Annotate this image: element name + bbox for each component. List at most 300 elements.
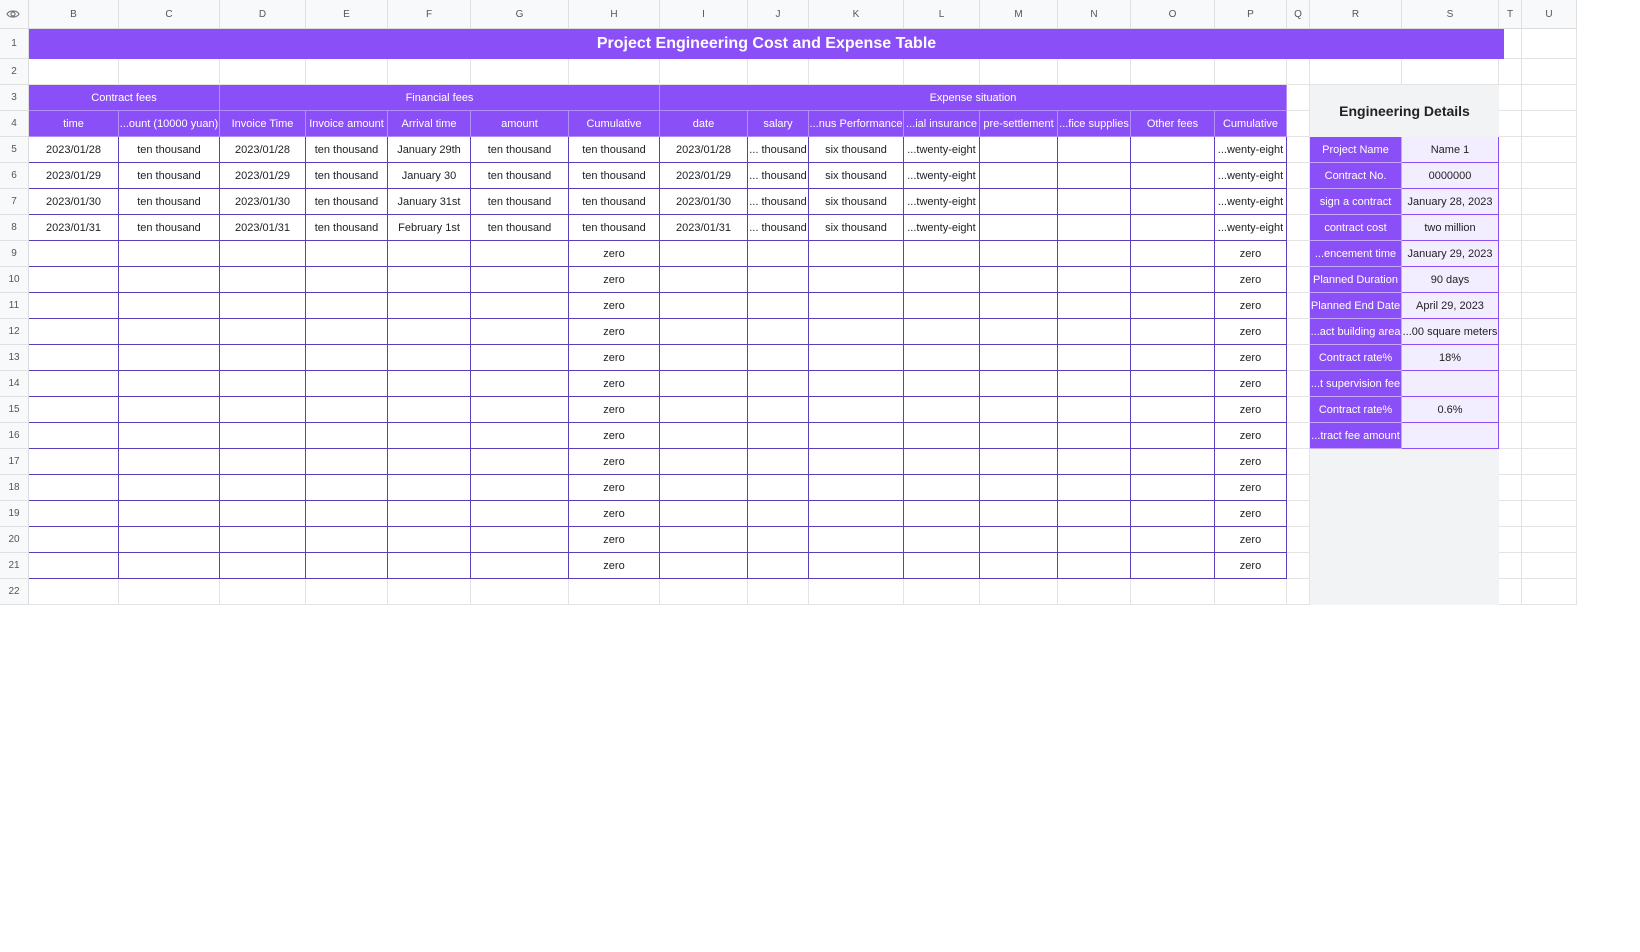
row-header-8[interactable]: 8 — [0, 215, 29, 241]
table-cell[interactable]: ... thousand — [748, 163, 809, 189]
table-cell[interactable]: 2023/01/31 — [29, 215, 119, 241]
detail-value[interactable]: January 28, 2023 — [1402, 189, 1499, 215]
grid-cell[interactable] — [1287, 85, 1310, 111]
empty-cell[interactable] — [748, 241, 809, 267]
empty-cell[interactable] — [119, 475, 220, 501]
empty-cell[interactable] — [904, 319, 980, 345]
table-cell[interactable] — [1131, 163, 1215, 189]
empty-cell[interactable]: zero — [1215, 449, 1287, 475]
column-header-l[interactable]: L — [904, 0, 980, 29]
empty-cell[interactable] — [471, 241, 569, 267]
column-header-o[interactable]: O — [1131, 0, 1215, 29]
column-header-c[interactable]: C — [119, 0, 220, 29]
empty-cell[interactable] — [1058, 527, 1131, 553]
empty-cell[interactable]: zero — [1215, 397, 1287, 423]
empty-cell[interactable] — [220, 319, 306, 345]
column-header-p[interactable]: P — [1215, 0, 1287, 29]
grid-cell[interactable] — [1287, 397, 1310, 423]
grid-cell[interactable] — [1522, 241, 1577, 267]
empty-cell[interactable] — [980, 293, 1058, 319]
grid-cell[interactable] — [1215, 59, 1287, 85]
table-cell[interactable]: 2023/01/29 — [29, 163, 119, 189]
grid-cell[interactable] — [1287, 137, 1310, 163]
table-cell[interactable] — [1058, 215, 1131, 241]
table-column-header[interactable]: Other fees — [1131, 111, 1215, 137]
empty-cell[interactable] — [306, 319, 388, 345]
grid-cell[interactable] — [1215, 579, 1287, 605]
column-header-u[interactable]: U — [1522, 0, 1577, 29]
table-cell[interactable]: ten thousand — [306, 189, 388, 215]
grid-cell[interactable] — [1287, 475, 1310, 501]
empty-cell[interactable] — [29, 527, 119, 553]
empty-cell[interactable] — [748, 293, 809, 319]
grid-cell[interactable] — [1522, 267, 1577, 293]
empty-cell[interactable] — [809, 345, 904, 371]
table-cell[interactable]: 2023/01/28 — [220, 137, 306, 163]
grid-cell[interactable] — [1522, 371, 1577, 397]
empty-cell[interactable] — [220, 241, 306, 267]
empty-cell[interactable] — [980, 371, 1058, 397]
empty-cell[interactable] — [809, 241, 904, 267]
empty-cell[interactable]: zero — [569, 345, 660, 371]
empty-cell[interactable] — [980, 241, 1058, 267]
row-header-10[interactable]: 10 — [0, 267, 29, 293]
table-cell[interactable]: ... thousand — [748, 189, 809, 215]
column-header-e[interactable]: E — [306, 0, 388, 29]
empty-cell[interactable] — [660, 501, 748, 527]
empty-cell[interactable] — [809, 475, 904, 501]
column-header-n[interactable]: N — [1058, 0, 1131, 29]
grid-cell[interactable] — [388, 59, 471, 85]
empty-cell[interactable] — [471, 267, 569, 293]
grid-cell[interactable] — [1287, 527, 1310, 553]
empty-cell[interactable] — [471, 371, 569, 397]
grid-cell[interactable] — [1287, 501, 1310, 527]
grid-cell[interactable] — [1287, 371, 1310, 397]
empty-cell[interactable] — [809, 553, 904, 579]
empty-cell[interactable]: zero — [569, 449, 660, 475]
empty-cell[interactable] — [809, 397, 904, 423]
empty-cell[interactable] — [1131, 423, 1215, 449]
empty-cell[interactable] — [388, 501, 471, 527]
table-cell[interactable] — [980, 137, 1058, 163]
table-cell[interactable]: ... thousand — [748, 215, 809, 241]
empty-cell[interactable] — [306, 267, 388, 293]
empty-cell[interactable]: zero — [1215, 241, 1287, 267]
detail-label[interactable]: Planned Duration — [1310, 267, 1402, 293]
row-header-5[interactable]: 5 — [0, 137, 29, 163]
column-header-j[interactable]: J — [748, 0, 809, 29]
empty-cell[interactable]: zero — [569, 397, 660, 423]
grid-cell[interactable] — [1287, 59, 1310, 85]
grid-cell[interactable] — [1499, 137, 1522, 163]
grid-cell[interactable] — [119, 59, 220, 85]
empty-cell[interactable]: zero — [1215, 527, 1287, 553]
row-header-21[interactable]: 21 — [0, 553, 29, 579]
grid-cell[interactable] — [904, 59, 980, 85]
detail-label[interactable]: ...tract fee amount — [1310, 423, 1402, 449]
grid-cell[interactable] — [1499, 475, 1522, 501]
empty-cell[interactable] — [980, 423, 1058, 449]
grid-cell[interactable] — [1522, 397, 1577, 423]
empty-cell[interactable] — [306, 397, 388, 423]
empty-cell[interactable] — [220, 397, 306, 423]
empty-cell[interactable] — [388, 371, 471, 397]
empty-cell[interactable] — [471, 553, 569, 579]
table-cell[interactable]: 2023/01/29 — [660, 163, 748, 189]
grid-cell[interactable] — [1499, 579, 1522, 605]
empty-cell[interactable] — [748, 449, 809, 475]
table-column-header[interactable]: date — [660, 111, 748, 137]
table-cell[interactable] — [1058, 137, 1131, 163]
detail-value[interactable]: January 29, 2023 — [1402, 241, 1499, 267]
empty-cell[interactable] — [388, 423, 471, 449]
empty-cell[interactable]: zero — [1215, 501, 1287, 527]
detail-label[interactable]: Contract rate% — [1310, 397, 1402, 423]
table-cell[interactable]: February 1st — [388, 215, 471, 241]
empty-cell[interactable] — [660, 371, 748, 397]
empty-cell[interactable]: zero — [569, 527, 660, 553]
empty-cell[interactable] — [1131, 371, 1215, 397]
grid-cell[interactable] — [1058, 579, 1131, 605]
grid-cell[interactable] — [1522, 475, 1577, 501]
empty-cell[interactable]: zero — [1215, 345, 1287, 371]
row-header-18[interactable]: 18 — [0, 475, 29, 501]
empty-cell[interactable]: zero — [1215, 423, 1287, 449]
detail-label[interactable]: ...act building area — [1310, 319, 1402, 345]
grid-cell[interactable] — [1499, 423, 1522, 449]
grid-cell[interactable] — [1499, 449, 1522, 475]
empty-cell[interactable] — [119, 527, 220, 553]
empty-cell[interactable] — [119, 319, 220, 345]
detail-value[interactable]: two million — [1402, 215, 1499, 241]
empty-cell[interactable] — [388, 241, 471, 267]
table-column-header[interactable]: salary — [748, 111, 809, 137]
empty-cell[interactable] — [1131, 449, 1215, 475]
empty-cell[interactable] — [809, 423, 904, 449]
table-column-header[interactable]: Invoice amount — [306, 111, 388, 137]
empty-cell[interactable] — [471, 293, 569, 319]
detail-label[interactable]: contract cost — [1310, 215, 1402, 241]
empty-cell[interactable] — [660, 319, 748, 345]
table-cell[interactable]: 2023/01/28 — [29, 137, 119, 163]
detail-label[interactable]: ...t supervision fee — [1310, 371, 1402, 397]
empty-cell[interactable] — [748, 501, 809, 527]
empty-cell[interactable] — [980, 319, 1058, 345]
grid-cell[interactable] — [388, 579, 471, 605]
empty-cell[interactable] — [220, 267, 306, 293]
grid-cell[interactable] — [980, 579, 1058, 605]
detail-value[interactable]: 0.6% — [1402, 397, 1499, 423]
detail-value[interactable]: 0000000 — [1402, 163, 1499, 189]
row-header-1[interactable]: 1 — [0, 29, 29, 59]
grid-cell[interactable] — [1499, 371, 1522, 397]
table-cell[interactable]: ten thousand — [119, 163, 220, 189]
empty-cell[interactable] — [748, 267, 809, 293]
empty-cell[interactable] — [809, 527, 904, 553]
empty-cell[interactable]: zero — [1215, 371, 1287, 397]
table-column-header[interactable]: Cumulative — [569, 111, 660, 137]
row-header-13[interactable]: 13 — [0, 345, 29, 371]
column-header-g[interactable]: G — [471, 0, 569, 29]
empty-cell[interactable] — [471, 449, 569, 475]
empty-cell[interactable] — [471, 423, 569, 449]
empty-cell[interactable] — [904, 449, 980, 475]
table-cell[interactable]: ...wenty-eight — [1215, 215, 1287, 241]
grid-cell[interactable] — [1287, 319, 1310, 345]
grid-cell[interactable] — [1287, 111, 1310, 137]
table-cell[interactable]: six thousand — [809, 189, 904, 215]
empty-cell[interactable] — [29, 553, 119, 579]
grid-cell[interactable] — [1499, 293, 1522, 319]
table-cell[interactable]: 2023/01/28 — [660, 137, 748, 163]
empty-cell[interactable]: zero — [569, 501, 660, 527]
row-header-9[interactable]: 9 — [0, 241, 29, 267]
empty-cell[interactable] — [904, 267, 980, 293]
empty-cell[interactable] — [119, 553, 220, 579]
empty-cell[interactable] — [29, 475, 119, 501]
table-cell[interactable] — [980, 189, 1058, 215]
group-header-financial[interactable]: Financial fees — [220, 85, 660, 111]
empty-cell[interactable]: zero — [1215, 319, 1287, 345]
grid-cell[interactable] — [1499, 111, 1522, 137]
grid-cell[interactable] — [220, 59, 306, 85]
table-cell[interactable]: ten thousand — [569, 189, 660, 215]
grid-cell[interactable] — [1522, 579, 1577, 605]
table-cell[interactable] — [1131, 215, 1215, 241]
column-header-h[interactable]: H — [569, 0, 660, 29]
empty-cell[interactable] — [471, 527, 569, 553]
empty-cell[interactable] — [388, 397, 471, 423]
grid-cell[interactable] — [1287, 579, 1310, 605]
grid-cell[interactable] — [1522, 553, 1577, 579]
empty-cell[interactable] — [29, 371, 119, 397]
empty-cell[interactable] — [1058, 319, 1131, 345]
empty-cell[interactable] — [471, 397, 569, 423]
table-cell[interactable]: January 30 — [388, 163, 471, 189]
empty-cell[interactable] — [471, 345, 569, 371]
empty-cell[interactable] — [306, 423, 388, 449]
table-cell[interactable]: ten thousand — [471, 215, 569, 241]
table-column-header[interactable]: ...ial insurance — [904, 111, 980, 137]
table-cell[interactable]: ten thousand — [306, 215, 388, 241]
empty-cell[interactable] — [119, 397, 220, 423]
grid-cell[interactable] — [748, 59, 809, 85]
grid-cell[interactable] — [1499, 501, 1522, 527]
sheet-title[interactable]: Project Engineering Cost and Expense Table — [29, 29, 1504, 59]
row-header-20[interactable]: 20 — [0, 527, 29, 553]
empty-cell[interactable]: zero — [569, 241, 660, 267]
empty-cell[interactable] — [904, 241, 980, 267]
empty-cell[interactable] — [1131, 293, 1215, 319]
empty-cell[interactable] — [980, 475, 1058, 501]
group-header-expense[interactable]: Expense situation — [660, 85, 1287, 111]
row-header-19[interactable]: 19 — [0, 501, 29, 527]
table-cell[interactable] — [980, 163, 1058, 189]
grid-cell[interactable] — [471, 579, 569, 605]
table-cell[interactable]: ten thousand — [471, 189, 569, 215]
grid-cell[interactable] — [660, 579, 748, 605]
empty-cell[interactable] — [1058, 423, 1131, 449]
row-header-7[interactable]: 7 — [0, 189, 29, 215]
empty-cell[interactable]: zero — [569, 293, 660, 319]
detail-label[interactable]: sign a contract — [1310, 189, 1402, 215]
empty-cell[interactable]: zero — [569, 423, 660, 449]
empty-cell[interactable] — [660, 449, 748, 475]
detail-label[interactable]: ...encement time — [1310, 241, 1402, 267]
detail-label[interactable]: Contract No. — [1310, 163, 1402, 189]
empty-cell[interactable]: zero — [569, 267, 660, 293]
empty-cell[interactable] — [904, 501, 980, 527]
detail-label[interactable]: Contract rate% — [1310, 345, 1402, 371]
grid-cell[interactable] — [1522, 319, 1577, 345]
empty-cell[interactable] — [119, 345, 220, 371]
empty-cell[interactable] — [904, 475, 980, 501]
table-cell[interactable]: ten thousand — [471, 137, 569, 163]
grid-cell[interactable] — [1131, 59, 1215, 85]
grid-cell[interactable] — [1310, 59, 1402, 85]
empty-cell[interactable] — [1131, 475, 1215, 501]
table-column-header[interactable]: ...ount (10000 yuan) — [119, 111, 220, 137]
empty-cell[interactable] — [29, 501, 119, 527]
empty-cell[interactable] — [904, 423, 980, 449]
grid-cell[interactable] — [1522, 85, 1577, 111]
table-column-header[interactable]: Invoice Time — [220, 111, 306, 137]
empty-cell[interactable] — [980, 553, 1058, 579]
row-header-12[interactable]: 12 — [0, 319, 29, 345]
grid-cell[interactable] — [29, 59, 119, 85]
empty-cell[interactable] — [471, 319, 569, 345]
empty-cell[interactable] — [809, 371, 904, 397]
empty-cell[interactable] — [1131, 241, 1215, 267]
empty-cell[interactable] — [306, 475, 388, 501]
grid-cell[interactable] — [1522, 189, 1577, 215]
detail-value[interactable]: Name 1 — [1402, 137, 1499, 163]
empty-cell[interactable] — [748, 423, 809, 449]
empty-cell[interactable] — [388, 475, 471, 501]
empty-cell[interactable] — [660, 267, 748, 293]
empty-cell[interactable]: zero — [569, 553, 660, 579]
empty-cell[interactable] — [809, 501, 904, 527]
grid-cell[interactable] — [220, 579, 306, 605]
empty-cell[interactable] — [29, 345, 119, 371]
empty-cell[interactable] — [980, 501, 1058, 527]
row-header-16[interactable]: 16 — [0, 423, 29, 449]
empty-cell[interactable] — [748, 553, 809, 579]
grid-cell[interactable] — [471, 59, 569, 85]
table-cell[interactable] — [1058, 189, 1131, 215]
empty-cell[interactable] — [119, 293, 220, 319]
table-column-header[interactable]: Arrival time — [388, 111, 471, 137]
grid-cell[interactable] — [1522, 501, 1577, 527]
grid-cell[interactable] — [1499, 345, 1522, 371]
empty-cell[interactable] — [388, 527, 471, 553]
empty-cell[interactable] — [748, 319, 809, 345]
table-column-header[interactable]: amount — [471, 111, 569, 137]
grid-cell[interactable] — [809, 579, 904, 605]
table-cell[interactable]: ...wenty-eight — [1215, 137, 1287, 163]
empty-cell[interactable] — [388, 553, 471, 579]
details-title[interactable]: Engineering Details — [1339, 103, 1470, 119]
detail-value[interactable]: 90 days — [1402, 267, 1499, 293]
grid-cell[interactable] — [1287, 215, 1310, 241]
table-column-header[interactable]: ...nus Performance — [809, 111, 904, 137]
grid-cell[interactable] — [1522, 59, 1577, 85]
empty-cell[interactable] — [471, 501, 569, 527]
empty-cell[interactable]: zero — [569, 371, 660, 397]
grid-cell[interactable] — [1287, 553, 1310, 579]
table-cell[interactable] — [1131, 189, 1215, 215]
empty-cell[interactable] — [660, 475, 748, 501]
grid-cell[interactable] — [904, 579, 980, 605]
grid-cell[interactable] — [1131, 579, 1215, 605]
detail-value[interactable] — [1402, 371, 1499, 397]
grid-cell[interactable] — [1287, 345, 1310, 371]
empty-cell[interactable] — [306, 449, 388, 475]
detail-value[interactable] — [1402, 423, 1499, 449]
empty-cell[interactable]: zero — [1215, 293, 1287, 319]
grid-cell[interactable] — [1287, 163, 1310, 189]
empty-cell[interactable] — [1058, 553, 1131, 579]
empty-cell[interactable] — [660, 527, 748, 553]
table-cell[interactable]: six thousand — [809, 215, 904, 241]
table-cell[interactable]: ...wenty-eight — [1215, 163, 1287, 189]
empty-cell[interactable] — [660, 293, 748, 319]
table-cell[interactable]: 2023/01/31 — [220, 215, 306, 241]
table-cell[interactable]: ten thousand — [569, 215, 660, 241]
table-cell[interactable]: 2023/01/30 — [220, 189, 306, 215]
column-header-b[interactable]: B — [29, 0, 119, 29]
grid-cell[interactable] — [1522, 449, 1577, 475]
empty-cell[interactable] — [119, 267, 220, 293]
grid-cell[interactable] — [1499, 215, 1522, 241]
table-cell[interactable]: ten thousand — [569, 163, 660, 189]
empty-cell[interactable] — [1058, 293, 1131, 319]
empty-cell[interactable] — [904, 345, 980, 371]
table-cell[interactable] — [1058, 163, 1131, 189]
grid-cell[interactable] — [1522, 345, 1577, 371]
group-header-contract[interactable]: Contract fees — [29, 85, 220, 111]
grid-cell[interactable] — [1287, 241, 1310, 267]
empty-cell[interactable] — [220, 449, 306, 475]
table-cell[interactable]: 2023/01/30 — [29, 189, 119, 215]
grid-cell[interactable] — [1499, 397, 1522, 423]
empty-cell[interactable] — [1058, 397, 1131, 423]
empty-cell[interactable] — [980, 449, 1058, 475]
grid-cell[interactable] — [306, 59, 388, 85]
table-cell[interactable]: ...twenty-eight — [904, 189, 980, 215]
table-cell[interactable]: ...twenty-eight — [904, 215, 980, 241]
empty-cell[interactable] — [220, 527, 306, 553]
empty-cell[interactable] — [1131, 397, 1215, 423]
empty-cell[interactable] — [748, 475, 809, 501]
grid-cell[interactable] — [569, 579, 660, 605]
empty-cell[interactable] — [1058, 267, 1131, 293]
empty-cell[interactable] — [220, 501, 306, 527]
grid-cell[interactable] — [1058, 59, 1131, 85]
row-header-6[interactable]: 6 — [0, 163, 29, 189]
empty-cell[interactable] — [748, 345, 809, 371]
table-column-header[interactable]: Cumulative — [1215, 111, 1287, 137]
empty-cell[interactable] — [306, 371, 388, 397]
empty-cell[interactable] — [809, 319, 904, 345]
grid-cell[interactable] — [1499, 59, 1522, 85]
empty-cell[interactable] — [904, 371, 980, 397]
row-header-15[interactable]: 15 — [0, 397, 29, 423]
empty-cell[interactable] — [220, 345, 306, 371]
detail-label[interactable]: Project Name — [1310, 137, 1402, 163]
grid-cell[interactable] — [1499, 267, 1522, 293]
